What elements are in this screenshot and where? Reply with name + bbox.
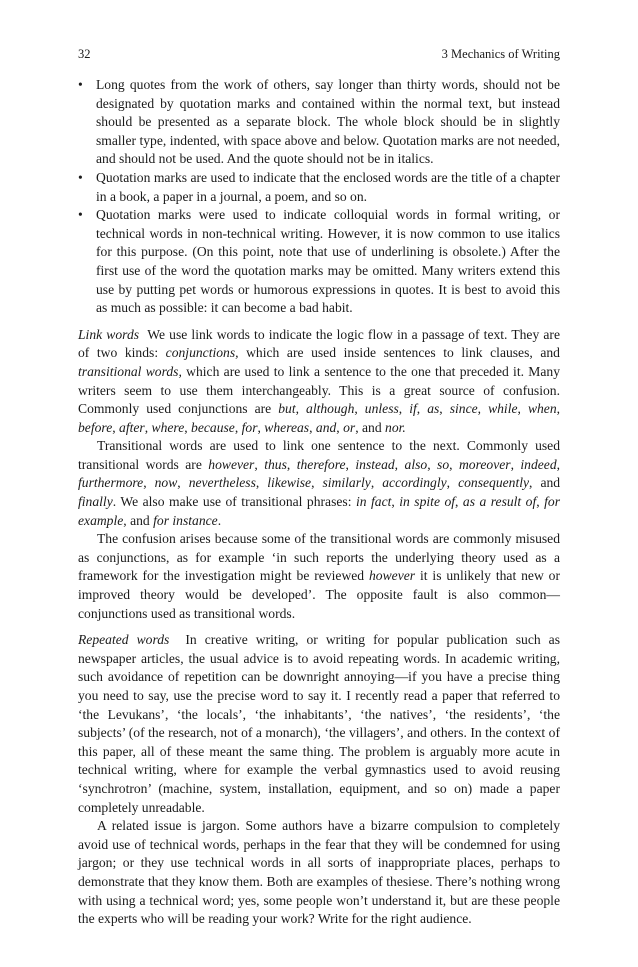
book-page: [78, 45, 560, 929]
bullet-icon: •: [78, 77, 83, 92]
italic-term: moreover: [458, 456, 511, 472]
paragraph-text: In creative writing, or writing for popular publication such as newspaper articles, the usual advice is to avoid repeating words. In academic writing, such avoidance of repetition can be downright annoying—if you have a precise thing you need to say, use the precise word to say it. I recently read a paper that referred to ‘the Levukans’, ‘the locals’, ‘the inhabitants’, ‘the natives’, ‘the residents’, ‘the subjects’ (of the research, not of a monarch), ‘the villagers’, and others. In the context of this paper, all of these meant the same thing. The problem is arguably more acute in technical writing, where for example the verbal gymnastics used to avoid reusing ‘synchrotron’ (machine, system, installation, equipment, and so on) made a paper completely unreadable.: [78, 632, 560, 815]
bullet-icon: •: [78, 169, 83, 185]
text-run: ,: [556, 456, 561, 472]
italic-term: instead: [355, 456, 395, 472]
italic-term: unless: [364, 401, 399, 417]
text-run: ,: [477, 401, 489, 417]
list-item-text: Quotation marks are used to indicate that the enclosed words are the title of a chapter in a book, a paper in a journal, a poem, and so on.: [96, 169, 560, 204]
paragraph: [78, 631, 560, 817]
text-run: it is unlikely that new or improved theory would be developed’. The opposite fault is also common—conjunctions used as transitional words.: [78, 568, 560, 621]
text-run: .: [217, 512, 222, 528]
rich-text: [78, 531, 560, 620]
paragraph: [78, 817, 560, 929]
text-run: which are used inside sentences to link clauses, and: [238, 345, 560, 361]
section-heading: Link words: [78, 326, 140, 342]
italic-term: as a result of: [462, 494, 537, 510]
italic-term: after: [119, 419, 145, 435]
italic-term: when: [527, 401, 557, 417]
text-run: ,: [177, 475, 189, 491]
text-run: ,: [336, 419, 344, 435]
text-run: ,: [234, 419, 242, 435]
text-run: ,: [255, 475, 268, 491]
italic-term: before: [78, 419, 113, 435]
italic-term: consequently: [458, 475, 530, 491]
italic-term: indeed: [520, 456, 557, 472]
text-run: ,: [446, 475, 459, 491]
text-run: ,: [286, 456, 297, 472]
text-run: , and: [529, 475, 561, 491]
italic-term: therefore: [296, 456, 346, 472]
page-number: 32: [78, 47, 91, 61]
italic-term: nor.: [385, 419, 406, 435]
text-run: ,: [391, 494, 400, 510]
italic-term: transitional words,: [78, 363, 182, 379]
italic-term: while: [488, 401, 518, 417]
text-run: ,: [370, 475, 383, 491]
repeated-words-section: [78, 631, 560, 929]
text-run: ,: [556, 401, 561, 417]
italic-term: accordingly: [382, 475, 447, 491]
italic-term: nevertheless: [188, 475, 256, 491]
italic-term: however: [208, 456, 255, 472]
italic-term: in fact: [355, 494, 392, 510]
italic-term: since: [449, 401, 478, 417]
list-item-text: Quotation marks were used to indicate colloquial words in formal writing, or technical words in non-technical writing. However, it is now common to use italics for this purpose. (On this point, note that use of underlining is obsolete.) After the first use of the word the quotation marks may be omitted. Many writers extend this use by putting pet words or humorous expressions in quotes. It is best to avoid this as much as possible: it can become a bad habit.: [96, 207, 560, 316]
italic-term: but: [278, 401, 296, 417]
text-run: ,: [295, 401, 307, 417]
list-item: [78, 76, 560, 169]
text-run: ,: [536, 494, 545, 510]
text-run: We use link words to indicate the logic flow in a passage of text. They are of two kinds:: [78, 326, 560, 361]
italic-term: whereas: [264, 419, 310, 435]
text-run: The confusion arises because some of the transitional words are commonly misused as conjunctions, as for example ‘in such reports the underlying theory used as a framework for the investigation might be reviewed: [78, 531, 560, 584]
running-header: [78, 45, 560, 67]
text-run: Transitional words are used to link one sentence to the next. Commonly used transitional words are: [78, 438, 560, 472]
italic-term: thus: [264, 456, 287, 472]
italic-term: or: [343, 419, 356, 435]
italic-term: finally: [78, 494, 113, 510]
italic-term: now: [154, 475, 178, 491]
italic-term: also: [404, 456, 428, 472]
italic-term: so: [437, 456, 450, 472]
list-item: [78, 169, 560, 206]
text-run: . We also make use of transitional phrases:: [112, 494, 356, 510]
text-run: which are used to link a sentence to the one that preceded it. Many writers seem to use them interchangeably. This is a great source of confusion. Commonly used conjunctions are: [78, 363, 560, 417]
text-run: , and: [355, 419, 386, 435]
list-item: [78, 206, 560, 318]
text-run: ,: [416, 401, 428, 417]
text-run: ,: [510, 456, 521, 472]
italic-term: if: [409, 401, 417, 417]
italic-term: because: [191, 419, 235, 435]
bullet-icon: •: [78, 207, 83, 223]
text-run: ,: [112, 419, 120, 435]
text-run: , and: [123, 512, 154, 528]
paragraph: [78, 530, 560, 623]
text-run: ,: [309, 419, 316, 435]
text-run: ,: [398, 401, 410, 417]
text-run: ,: [144, 419, 152, 435]
paragraph-text: A related issue is jargon. Some authors have a bizarre compulsion to completely avoid use of technical words, perhaps in the fear that they will be condemned for using jargon; or they use technical words in all sorts of inappropriate places, perhaps to demonstrate that they know them. Both are examples of thesiese. There’s nothing wrong with using a technical word; yes, some people won’t understand it, but are these people the experts who will be reading your work? Write for the right audience.: [78, 818, 560, 927]
text-run: ,: [439, 401, 450, 417]
text-run: ,: [184, 419, 192, 435]
italic-term: however: [369, 568, 416, 584]
text-run: ,: [143, 475, 155, 491]
running-title: 3 Mechanics of Writing: [441, 47, 560, 61]
text-run: ,: [345, 456, 356, 472]
italic-term: in spite of: [399, 494, 456, 510]
italic-term: for: [241, 419, 258, 435]
text-run: ,: [254, 456, 265, 472]
quotation-rules-list: [78, 76, 560, 318]
italic-term: conjunctions,: [165, 345, 239, 361]
paragraph: [78, 326, 560, 438]
italic-term: similarly: [322, 475, 371, 491]
link-words-section: [78, 326, 560, 624]
text-run: ,: [311, 475, 323, 491]
text-run: ,: [257, 419, 265, 435]
italic-term: for example: [78, 494, 561, 528]
text-run: ,: [394, 456, 405, 472]
rich-text: [78, 438, 560, 527]
paragraph: [78, 437, 560, 530]
italic-term: for instance: [153, 512, 218, 528]
section-heading: Repeated words: [78, 632, 170, 648]
italic-term: likewise: [267, 475, 312, 491]
italic-term: as: [427, 401, 440, 417]
text-run: ,: [517, 401, 528, 417]
italic-term: where: [151, 419, 185, 435]
text-run: ,: [455, 494, 463, 510]
text-run: ,: [427, 456, 438, 472]
italic-term: and: [315, 419, 337, 435]
rich-text: [78, 327, 560, 435]
list-item-text: Long quotes from the work of others, say longer than thirty words, should not be designated by quotation marks and contained within the normal text, but instead should be presented as a separate block. The whole block should be in slightly smaller type, indented, with space above and below. Quotation marks are not needed, and should not be used. And the quote should not be in italics.: [96, 77, 560, 167]
italic-term: furthermore: [78, 475, 144, 491]
text-run: ,: [354, 401, 365, 417]
italic-term: although: [306, 401, 355, 417]
text-run: ,: [449, 456, 459, 472]
